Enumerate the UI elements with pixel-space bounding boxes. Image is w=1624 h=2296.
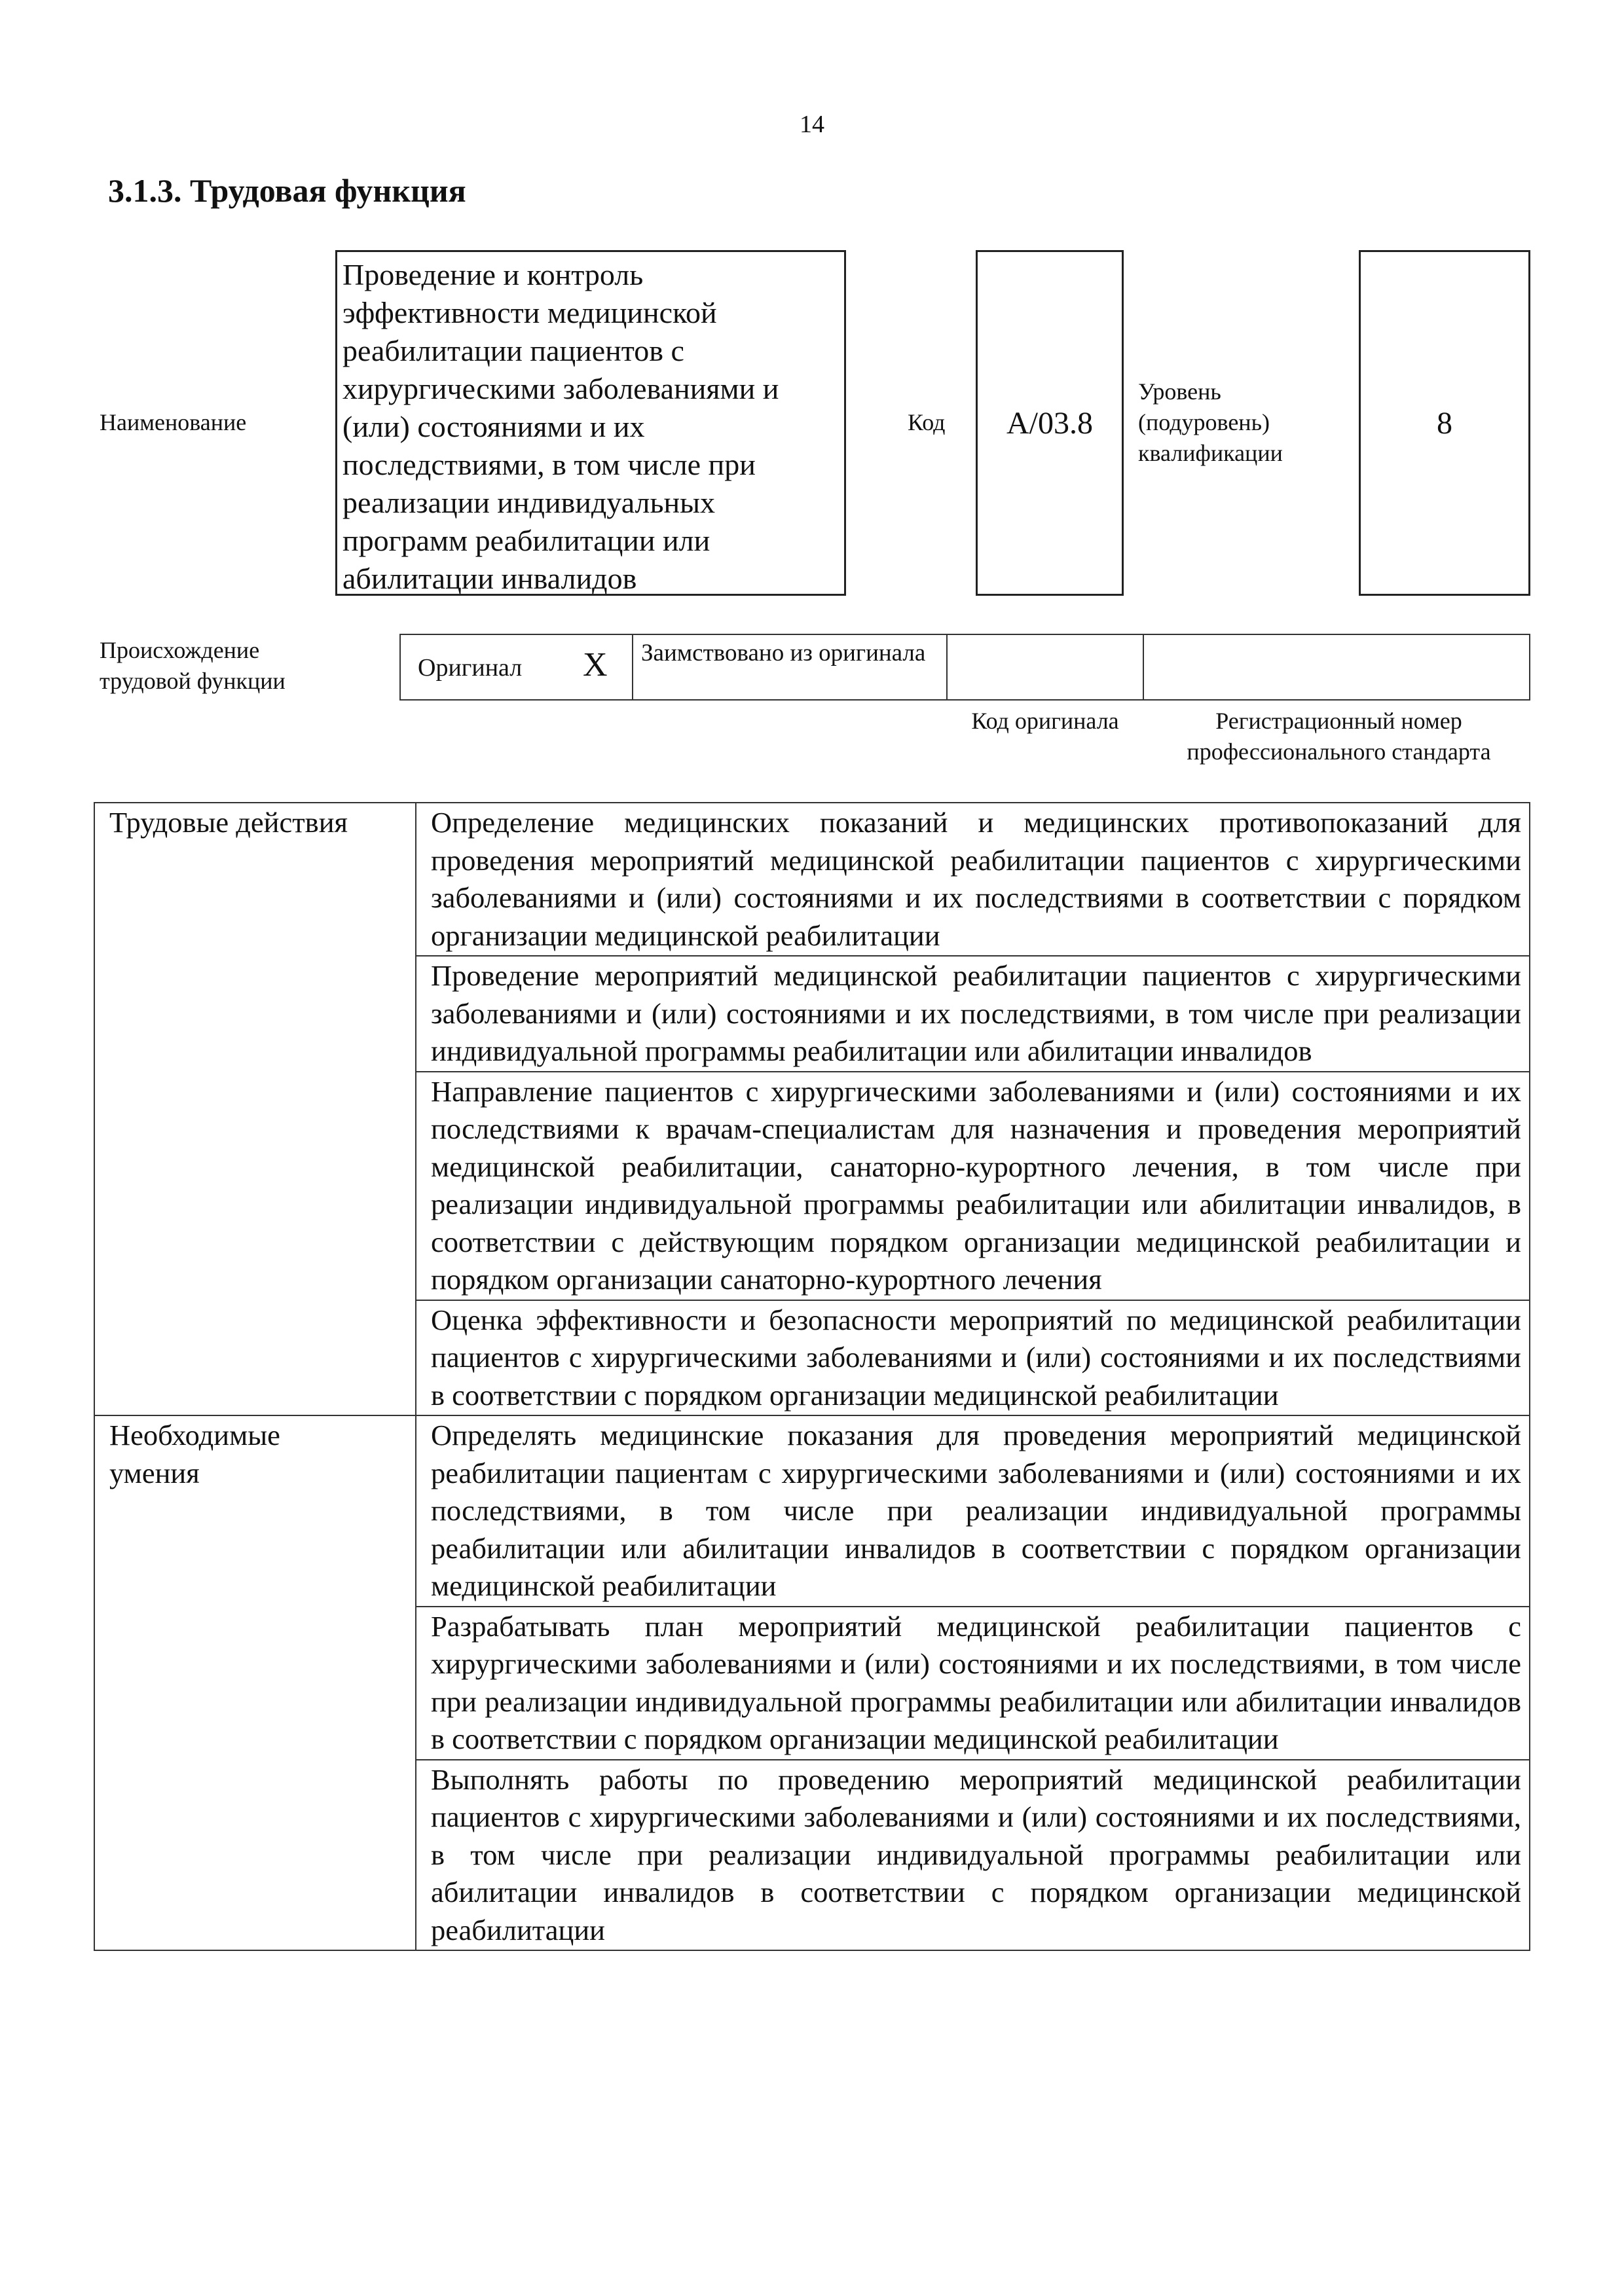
origin-original-mark: X: [583, 646, 608, 683]
qualification-level-label: Уровень (подуровень) квалификации: [1138, 378, 1283, 466]
function-name-box: [335, 250, 846, 596]
qualification-level-box: [1359, 250, 1530, 596]
skill-item: Определять медицинские показания для проведения мероприятий медицинской реабилитации пациентам с хирургическими заболеваниями и (или) состояниями и их последствиями, в том числе при реализации индивидуальной программы реабилитации или абилитации инвалидов в соответствии с порядком организации медицинской реабилитации: [416, 1415, 1530, 1607]
skills-category-label: Необходимые умения: [109, 1419, 280, 1489]
origin-original-cell: [401, 635, 633, 699]
origin-reg-number-cell: [1144, 635, 1529, 699]
action-item: Определение медицинских показаний и медицинских противопоказаний для проведения мероприятий медицинской реабилитации пациентов с хирургическими заболеваниями и (или) состояниями и их последствиями в соответствии с порядком организации медицинской реабилитации: [416, 803, 1530, 956]
code-box: [976, 250, 1124, 596]
origin-borrowed-label: Заимствовано из оригинала: [641, 640, 926, 666]
table-row: [94, 803, 1530, 956]
actions-category-cell: [94, 803, 416, 1415]
original-code-caption: Код оригинала: [971, 708, 1119, 734]
origin-original-label: Оригинал: [418, 654, 523, 682]
skill-item: Разрабатывать план мероприятий медицинской реабилитации пациентов с хирургическими заболеваниями и (или) состояниями и их последствиями, в том числе при реализации индивидуальной программы реабилитации или абилитации инвалидов в соответствии с порядком организации медицинской реабилитации: [416, 1607, 1530, 1760]
skills-category-cell: [94, 1415, 416, 1950]
table-row: [94, 1415, 1530, 1607]
origin-table: [399, 634, 1530, 701]
function-name-text: Проведение и контроль эффективности медицинской реабилитации пациентов с хирургическими заболеваниями и (или) состояниями и их последствиями, в том числе при реализации индивидуальных программ реабилитации или абилитации инвалидов: [342, 258, 779, 595]
origin-label: Происхождение трудовой функции: [100, 637, 286, 694]
origin-code-cell: [948, 635, 1144, 699]
code-value: А/03.8: [1006, 405, 1093, 441]
actions-category-label: Трудовые действия: [109, 806, 348, 839]
section-title: 3.1.3. Трудовая функция: [108, 172, 466, 209]
action-item: Направление пациентов с хирургическими заболеваниями и (или) состояниями и их последствиями к врачам-специалистам для назначения и проведения мероприятий медицинской реабилитации, санаторно-курортного лечения, в том числе при реализации индивидуальной программы реабилитации или абилитации инвалидов, в соответствии с действующим порядком организации медицинской реабилитации и порядком организации санаторно-курортного лечения: [416, 1072, 1530, 1300]
action-item: Проведение мероприятий медицинской реабилитации пациентов с хирургическими заболеваниями и (или) состояниями и их последствиями, в том числе при реализации индивидуальной программы реабилитации или абилитации инвалидов: [416, 956, 1530, 1072]
action-item: Оценка эффективности и безопасности мероприятий по медицинской реабилитации пациентов с хирургическими заболеваниями и (или) состояниями и их последствиями в соответствии с порядком организации медицинской реабилитации: [416, 1300, 1530, 1416]
code-label: Код: [908, 409, 946, 435]
qualification-level-value: 8: [1437, 405, 1452, 441]
reg-number-caption: Регистрационный номер профессионального стандарта: [1187, 708, 1491, 765]
name-label: Наименование: [100, 409, 247, 435]
origin-borrowed-cell: [633, 635, 948, 699]
function-details-table: [94, 802, 1530, 1951]
skill-item: Выполнять работы по проведению мероприятий медицинской реабилитации пациентов с хирургическими заболеваниями и (или) состояниями и их последствиями, в том числе при реализации индивидуальной программы реабилитации или абилитации инвалидов в соответствии с порядком организации медицинской реабилитации: [416, 1760, 1530, 1951]
page-number: 14: [800, 111, 824, 138]
